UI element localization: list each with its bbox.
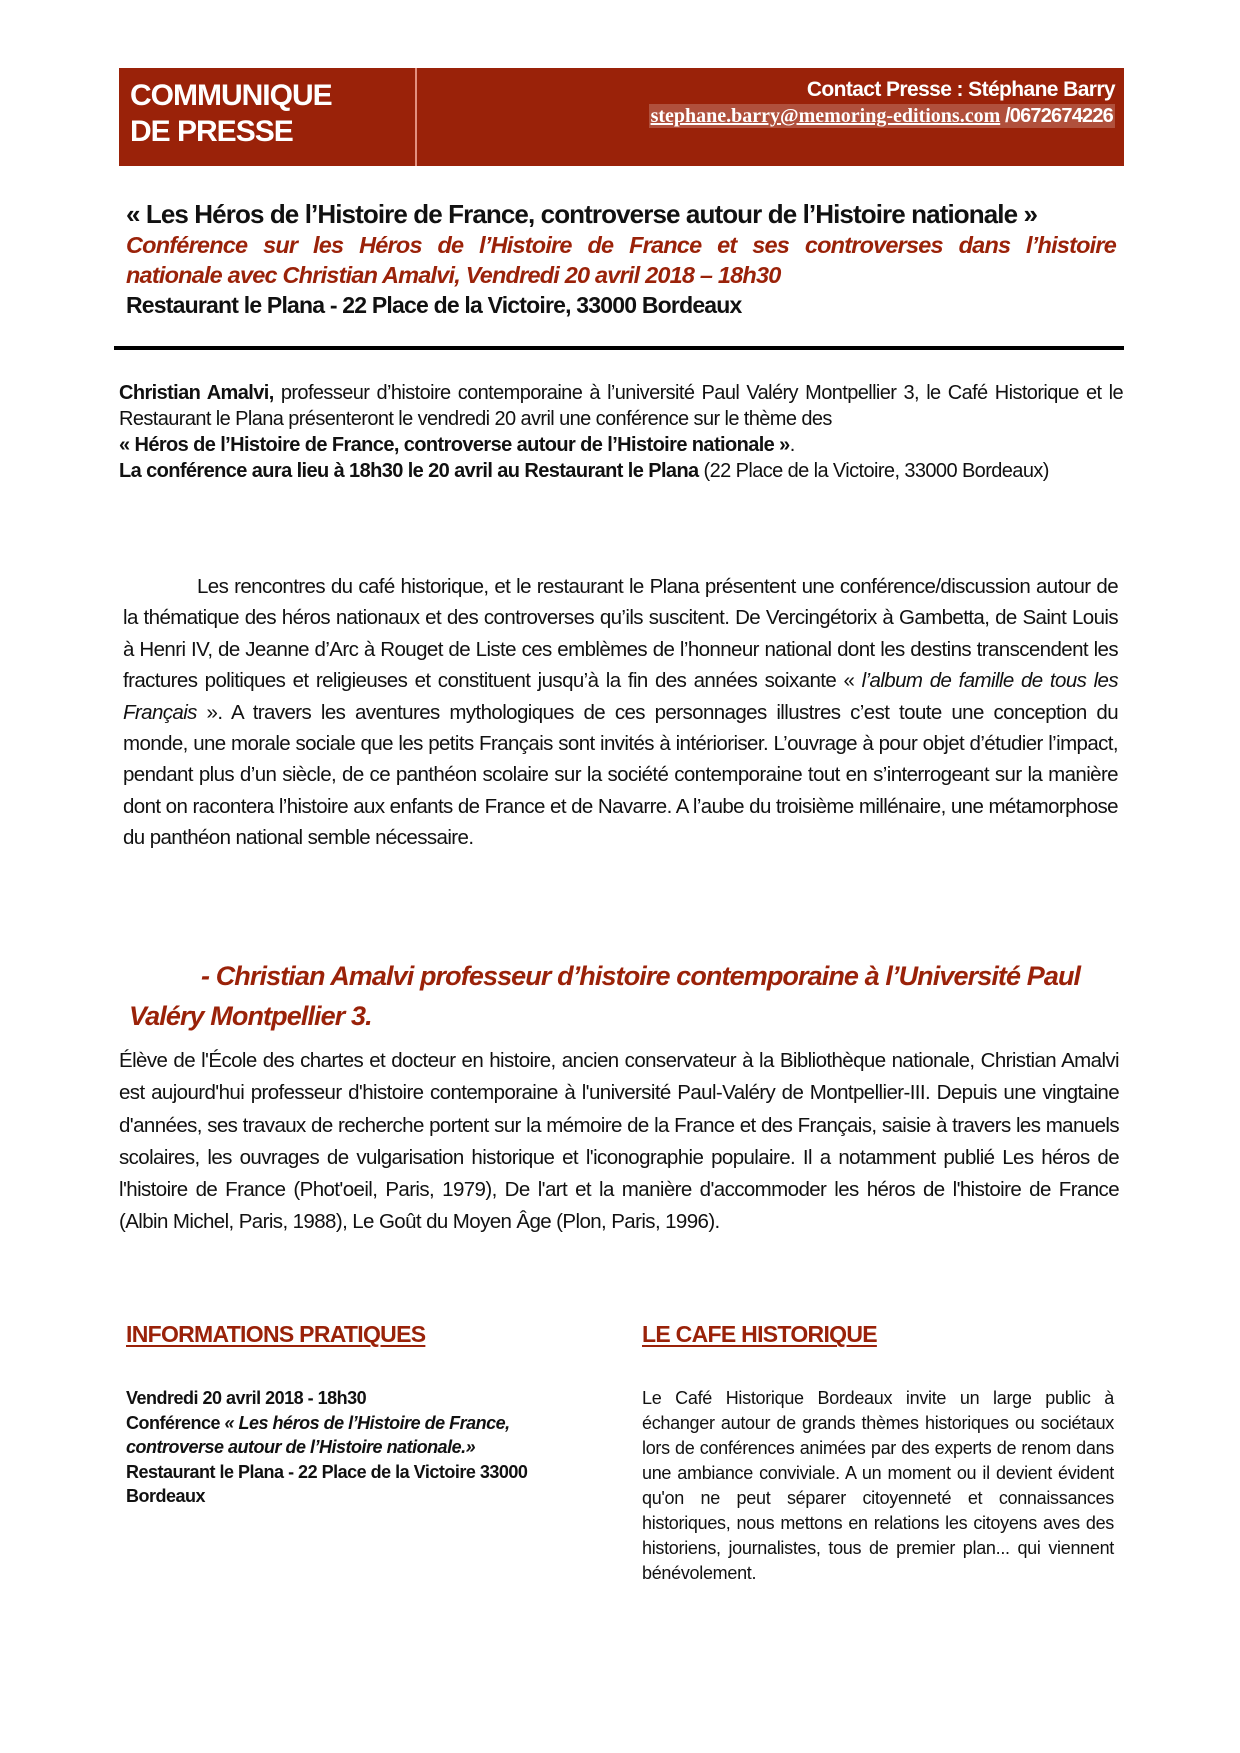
subtitle-line-2: nationale avec Christian Amalvi, Vendredi 20 avril 2018 – 18h30 [126,262,781,288]
cafe-historique-text: Le Café Historique Bordeaux invite un large public à échanger autour de grands thèmes historiques ou sociétaux lors de conférences animées par des experts de renom dans une ambiance conviviale. A un moment ou il devient évident qu'on ne peut séparer citoyenneté et connaissances historiques, nous mettons en relations les citoyens aves des historiens, journalistes, tous de premier plan... qui viennent bénévolement. [642,1388,1114,1583]
conference-when [119,458,1123,484]
section-divider [114,346,1124,350]
conference-label: Conférence [126,1412,225,1433]
intro-text-1: professeur d’histoire contemporaine à l’université Paul Valéry Montpellier 3, le Café Historique et le Restaurant le Plana présenteront le vendredi 20 avril une conférence sur le thème des [119,382,1123,430]
venue-address: Restaurant le Plana - 22 Place de la Victoire, 33000 Bordeaux [126,292,742,318]
subtitle-line-1: Conférence sur les Héros de l’Histoire de France et ses controverses dans l’histoire [126,232,1116,258]
title-block [126,198,1116,320]
event-date: Vendredi 20 avril 2018 - 18h30 [126,1388,367,1408]
header-banner [119,68,1124,166]
cafe-historique-section [642,1320,1114,1586]
press-release-label-box [119,68,417,166]
conference-when-rest: (22 Place de la Victoire, 33000 Bordeaux) [698,460,1049,482]
event-place: Restaurant le Plana - 22 Place de la Victoire 33000 Bordeaux [126,1461,528,1506]
label-line-2: DE PRESSE [130,115,293,148]
intro-text [119,380,1123,458]
conference-when-bold: La conférence aura lieu à 18h30 le 20 avril au Restaurant le Plana [119,460,699,482]
description-paragraph [123,571,1118,854]
press-contact-details [649,104,1115,128]
practical-info-details [126,1386,596,1509]
conference-title: « Les héros de l’Histoire de France, controverse autour de l’Histoire nationale.» [126,1412,510,1457]
description-part-1: Les rencontres du café historique, et le restaurant le Plana présentent une conférence/discussion autour de la thématique des héros nationaux et des controverses qu’ils suscitent. De Vercingétorix à Gambetta, de Saint Louis à Henri IV, de Jeanne d’Arc à Rouget de Liste ces emblèmes de l’honneur national dont les destins transcendent les fractures politiques et religieuses et constituent jusqu’à la fin des années soixante « [123,575,1118,693]
contact-email-link[interactable]: stephane.barry@memoring-editions.com [650,105,1001,127]
practical-info-heading: INFORMATIONS PRATIQUES [126,1321,426,1347]
contact-phone: /0672674226 [1000,105,1113,127]
speaker-bio-text: Élève de l'École des chartes et docteur en histoire, ancien conservateur à la Bibliothèque nationale, Christian Amalvi est aujourd'hui professeur d'histoire contemporaine à l'université Paul-Valéry de Montpellier-III. Depuis une vingtaine d'années, ses travaux de recherche portent sur la mémoire de la France et des Français, saisie à travers les manuels scolaires, les ouvrages de vulgarisation historique et l'iconographie populaire. Il a notamment publié Les héros de l'histoire de France (Phot'oeil, Paris, 1979), De l'art et la manière d'accommoder les héros de l'histoire de France (Albin Michel, Paris, 1988), Le Goût du Moyen Âge (Plon, Paris, 1996). [119,1049,1119,1234]
speaker-bio-heading [129,956,1119,1036]
page-title: « Les Héros de l’Histoire de France, controverse autour de l’Histoire nationale » [126,199,1038,229]
speaker-name: Christian Amalvi, [119,382,274,404]
intro-paragraph [119,380,1123,484]
press-contact-box [417,68,1124,166]
conference-theme: « Héros de l’Histoire de France, controverse autour de l’Histoire nationale » [119,434,790,456]
intro-text-2: . [789,434,795,456]
cafe-historique-heading: LE CAFE HISTORIQUE [642,1321,877,1347]
label-line-1: COMMUNIQUE [130,79,332,112]
event-subtitle [126,230,1116,290]
description-quote: l’album de famille de tous les Français [123,669,1119,724]
speaker-bio-heading-text: - Christian Amalvi professeur d’histoire contemporaine à l’Université Paul Valéry Montpellier 3. [129,961,1081,1031]
description-part-2: ». A travers les aventures mythologiques de ces personnages illustres c’est toute une conception du monde, une morale sociale que les petits Français sont invités à intérioriser. L’ouvrage à pour objet d’étudier l’impact, pendant plus d’un siècle, de ce panthéon scolaire sur la société contemporaine tout en s’interrogeant sur la manière dont on racontera l’histoire aux enfants de France et de Navarre. A l’aube du troisième millénaire, une métamorphose du panthéon national semble nécessaire. [123,700,1118,850]
practical-info-section [126,1320,596,1509]
press-contact-name: Contact Presse : Stéphane Barry [806,78,1115,101]
press-release-label [130,78,332,150]
